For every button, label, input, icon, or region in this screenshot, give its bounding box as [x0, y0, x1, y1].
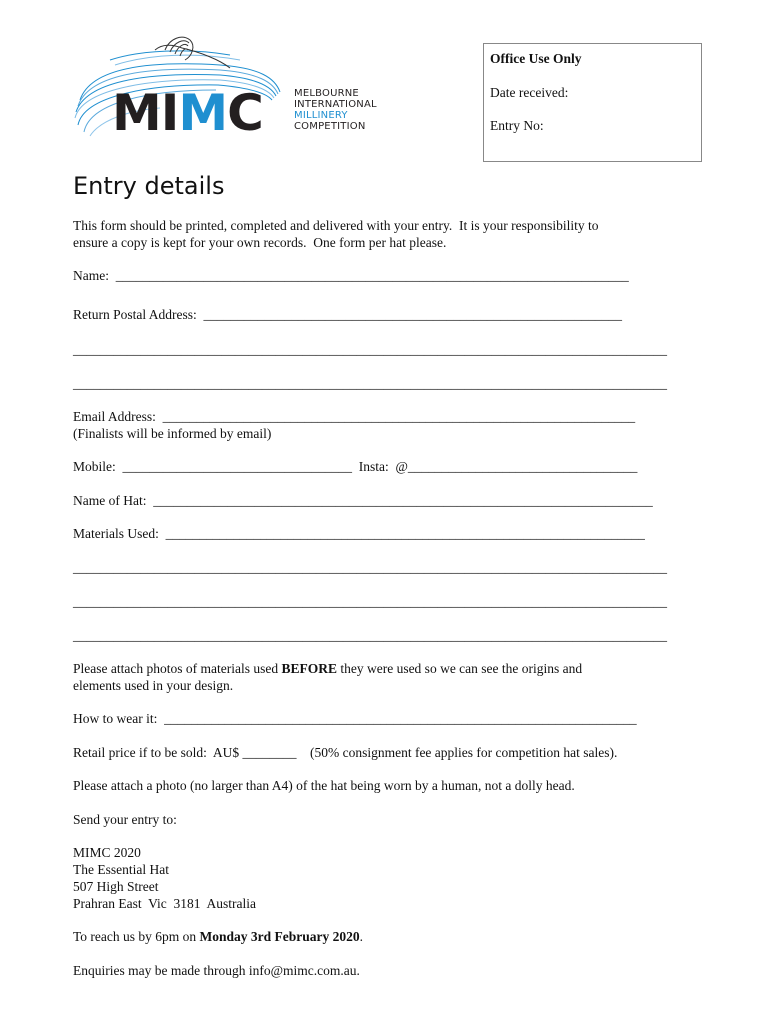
materials-line-3[interactable]: ________________________________________________________________________________________ [73, 594, 667, 609]
enquiries-note: Enquiries may be made through info@mimc.com.au. [73, 963, 360, 978]
deadline-part-1: To reach us by 6pm on [73, 929, 200, 944]
office-use-box [483, 43, 702, 162]
page-title: Entry details [73, 172, 225, 200]
logo-mark-blue: M [178, 84, 228, 142]
materials-field[interactable]: Materials Used: _______________________________________________________________________ [73, 526, 645, 541]
deadline-part-2: . [359, 929, 364, 944]
retail-price-field[interactable]: Retail price if to be sold: AU$ ________ (50% consignment fee applies for competition hat sales). [73, 745, 618, 760]
intro-line-1: This form should be printed, completed and delivered with your entry. It is your responsibility to [73, 218, 599, 233]
address-line-3: 507 High Street [73, 879, 159, 894]
address-line-4: Prahran East Vic 3181 Australia [73, 896, 257, 911]
office-use-title: Office Use Only [490, 51, 582, 66]
return-address-line-2[interactable]: ________________________________________________________________________________________ [73, 342, 667, 357]
address-line-1: MIMC 2020 [73, 845, 141, 860]
materials-line-2[interactable]: ________________________________________________________________________________________ [73, 560, 667, 575]
photos-note-part-2: they were used so we can see the origins and [336, 661, 583, 676]
intro-line-2: ensure a copy is kept for your own records. One form per hat please. [73, 235, 447, 250]
photos-note-line-1 [73, 660, 582, 677]
email-field[interactable]: Email Address: ______________________________________________________________________ [73, 409, 636, 424]
send-to-label: Send your entry to: [73, 812, 177, 827]
deadline-note [73, 928, 363, 945]
email-note: (Finalists will be informed by email) [73, 426, 272, 441]
return-address-line-3[interactable]: ________________________________________________________________________________________ [73, 376, 667, 391]
name-field[interactable]: Name: ____________________________________________________________________________ [73, 268, 629, 283]
how-to-wear-field[interactable]: How to wear it: ______________________________________________________________________ [73, 711, 637, 726]
logo-wordmark [112, 84, 263, 142]
logo-line-3: MILLINERY [294, 110, 348, 121]
logo-mark-dark-1: MI [112, 84, 179, 142]
logo-subtitle [294, 88, 377, 132]
date-received-label: Date received: [490, 85, 569, 100]
mimc-logo [70, 30, 390, 140]
photos-note-part-1: Please attach photos of materials used [73, 661, 282, 676]
logo-line-2: INTERNATIONAL [294, 99, 377, 110]
mobile-insta-field[interactable]: Mobile: __________________________________ Insta: @__________________________________ [73, 459, 638, 474]
address-line-2: The Essential Hat [73, 862, 169, 877]
logo-mark-dark-2: C [227, 84, 263, 142]
logo-line-1: MELBOURNE [294, 88, 359, 99]
materials-line-4[interactable]: ________________________________________________________________________________________ [73, 628, 667, 643]
hat-name-field[interactable]: Name of Hat: __________________________________________________________________________ [73, 493, 653, 508]
photos-note-line-2: elements used in your design. [73, 678, 234, 693]
entry-no-label: Entry No: [490, 118, 544, 133]
logo-line-4: COMPETITION [294, 121, 366, 132]
return-address-field[interactable]: Return Postal Address: ______________________________________________________________ [73, 307, 622, 322]
photo-note: Please attach a photo (no larger than A4) of the hat being worn by a human, not a dolly head. [73, 778, 575, 793]
photos-note-bold: BEFORE [281, 661, 337, 676]
deadline-bold: Monday 3rd February 2020 [199, 929, 360, 944]
